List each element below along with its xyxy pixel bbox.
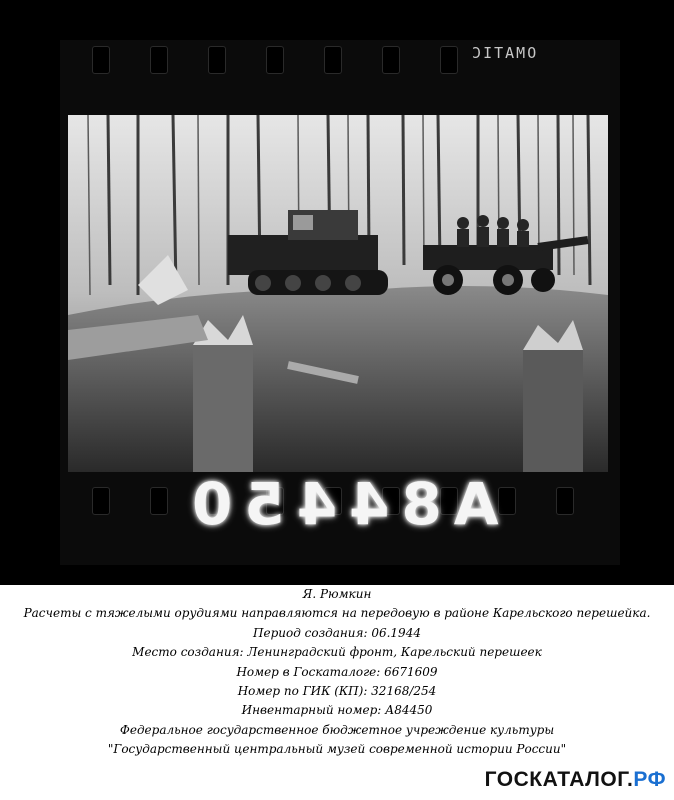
forest-scene-image — [68, 115, 608, 472]
photo-title: Расчеты с тяжелыми орудиями направляются на передовую в районе Карельского перешейка. — [23, 606, 651, 621]
photo-frame — [68, 115, 608, 472]
creation-period: Период создания: 06.1944 — [253, 625, 421, 640]
film-perforation — [382, 46, 400, 74]
film-perforation — [150, 46, 168, 74]
creation-place: Место создания: Ленинградский фронт, Карельский перешеек — [132, 645, 542, 660]
catalog-caption — [0, 585, 674, 760]
catalog-number: Номер в Госкаталоге: 6671609 — [236, 664, 438, 679]
film-perforation — [440, 46, 458, 74]
institution-line-1: Федеральное государственное бюджетное учреждение культуры — [119, 722, 555, 737]
film-perforation — [208, 46, 226, 74]
film-perforation — [266, 46, 284, 74]
negative-inventory-number: A84450 — [180, 470, 499, 538]
film-perforation — [498, 487, 516, 515]
film-perforation — [150, 487, 168, 515]
institution-line-2: "Государственный центральный музей современной истории России" — [107, 742, 567, 757]
film-perforation — [556, 487, 574, 515]
film-perforation — [324, 46, 342, 74]
inventory-number: Инвентарный номер: А84450 — [241, 703, 433, 718]
goskatalog-logo[interactable] — [485, 768, 666, 792]
logo-main-text: ГОСКАТАЛОГ. — [484, 768, 634, 791]
logo-suffix-text: РФ — [633, 768, 666, 791]
film-edge-marking: OMATIC — [470, 44, 537, 62]
film-perforation — [92, 46, 110, 74]
gik-number: Номер по ГИК (КП): 32168/254 — [237, 684, 437, 699]
film-perforation — [92, 487, 110, 515]
author: Я. Рюмкин — [302, 587, 372, 601]
